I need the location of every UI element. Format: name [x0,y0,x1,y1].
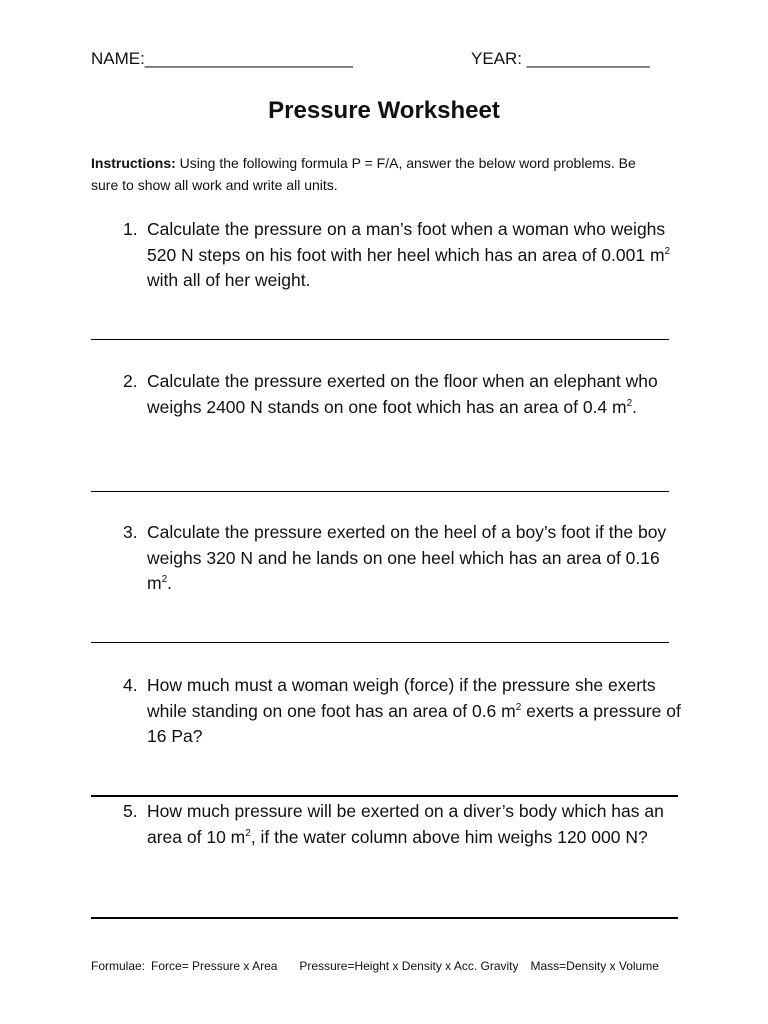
answer-line-4 [91,795,678,797]
question-text-part: . [167,573,173,593]
question-number: 2. [123,371,138,391]
superscript: 2 [245,827,251,839]
instructions [91,152,651,196]
formulae-footer [91,959,659,973]
question-number: 3. [123,522,138,542]
answer-line-5 [91,917,678,919]
formula-mass: Mass=Density x Volume [530,959,659,973]
question-text [147,217,681,294]
question-text-part: Calculate the pressure exerted on the heel of a boy’s foot if the boy weighs 320 N and he lands on one heel which has an area of 0.16 m [147,522,667,593]
question-3 [91,520,681,597]
instructions-text: Using the following formula P = F/A, answer the below word problems. Be sure to show all work and write all units. [91,155,636,193]
name-field: NAME:______________________ [91,49,353,68]
question-4 [91,673,681,750]
question-text [147,673,681,750]
question-1 [91,217,681,294]
superscript: 2 [664,245,671,257]
question-text-part: Calculate the pressure exerted on the floor when an elephant who weighs 2400 N stands on one foot which has an area of 0.4 m [147,371,658,417]
formula-force: Force= Pressure x Area [151,959,278,973]
question-text [147,799,681,850]
page-title: Pressure Worksheet [268,97,500,124]
year-field: YEAR: _____________ [471,49,650,68]
answer-line-3 [91,642,669,643]
question-number: 5. [123,801,138,821]
instructions-label: Instructions: [91,155,176,171]
question-text-part: exerts a pressure of 16 Pa? [147,700,681,746]
answer-line-1 [91,339,669,340]
question-text-part: Calculate the pressure on a man’s foot when a woman who weighs 520 N steps on his foot with her heel which has an area of 0.001 m [147,219,666,265]
question-number: 1. [123,219,138,239]
formula-pressure: Pressure=Height x Density x Acc. Gravity [299,959,519,973]
answer-line-2 [91,491,669,492]
superscript: 2 [161,574,168,585]
question-text-part: , if the water column above him weighs 120 000 N? [250,826,648,847]
question-text-part: How much pressure will be exerted on a diver’s body which has an area of 10 m [147,801,664,847]
question-text [147,520,681,597]
formulae-label: Formulae: [91,959,146,973]
question-text-part: with all of her weight. [147,270,311,290]
question-text-part: . [632,396,638,417]
question-number: 4. [123,675,138,695]
superscript: 2 [515,701,522,713]
question-text-part: How much must a woman weigh (force) if the pressure she exerts while standing on one foot has an area of 0.6 m [147,675,656,721]
question-text [147,369,681,420]
question-5 [91,799,681,850]
superscript: 2 [626,397,633,409]
question-2 [91,369,681,420]
